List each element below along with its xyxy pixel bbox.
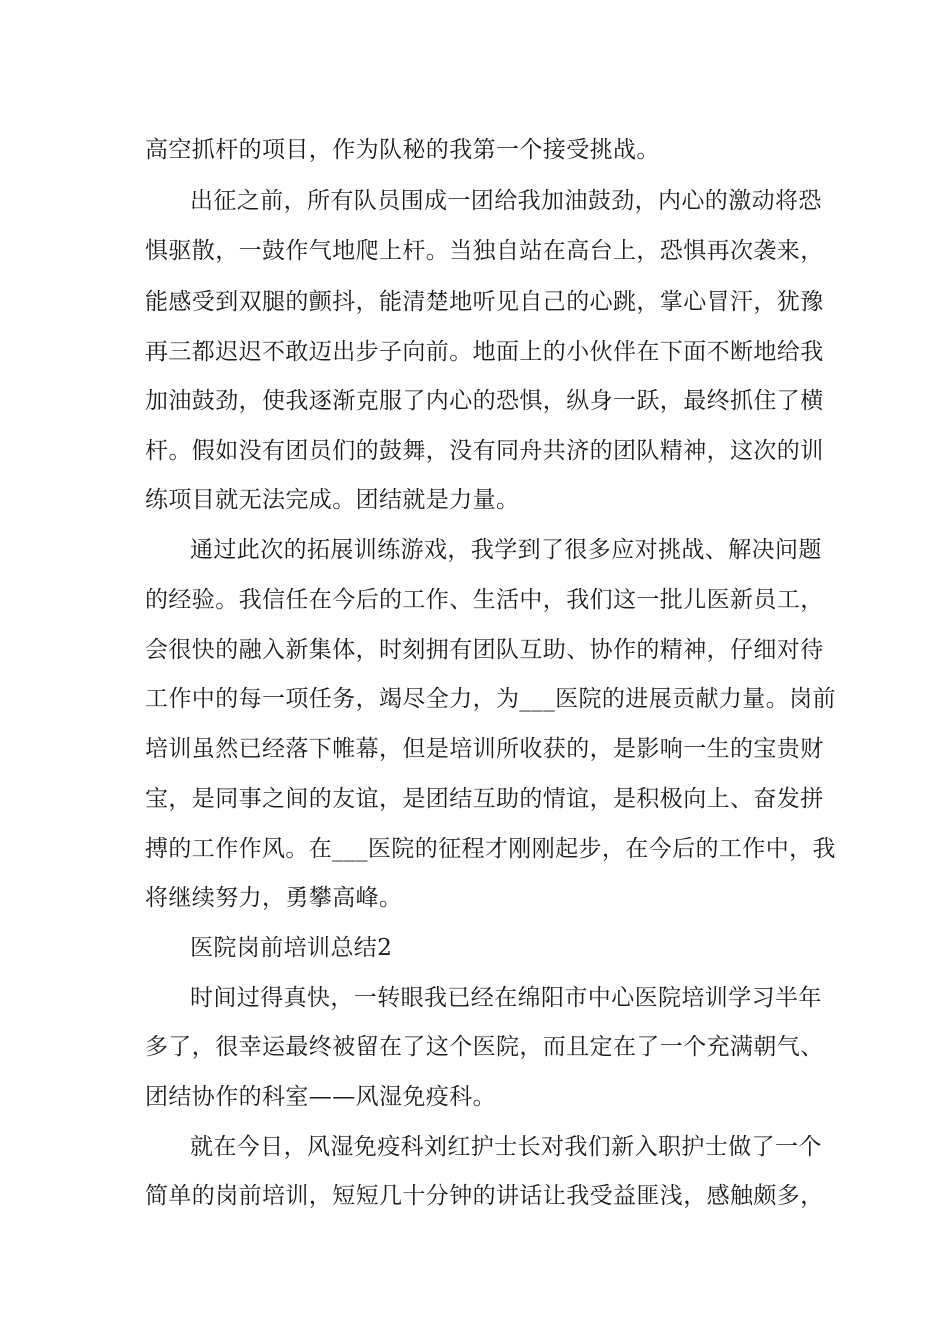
text-line: 简单的岗前培训，短短几十分钟的讲话让我受益匪浅，感触颇多， — [145, 1183, 824, 1209]
text-line: 加油鼓劲，使我逐渐克服了内心的恐惧，纵身一跃，最终抓住了横 — [145, 388, 824, 414]
paragraph-first-line: 出征之前，所有队员围成一团给我加油鼓劲，内心的激动将恐 — [190, 188, 822, 214]
text-line: 会很快的融入新集体，时刻拥有团队互助、协作的精神，仔细对待 — [145, 637, 824, 663]
paragraph-first-line: 时间过得真快，一转眼我已经在绵阳市中心医院培训学习半年 — [190, 985, 822, 1011]
text-line: 培训虽然已经落下帷幕，但是培训所收获的，是影响一生的宝贵财 — [145, 736, 824, 762]
text-line: 宝，是同事之间的友谊，是团结互助的情谊，是积极向上、奋发拼 — [145, 786, 824, 812]
paragraph-first-line: 就在今日，风湿免疫科刘红护士长对我们新入职护士做了一个 — [190, 1134, 822, 1160]
section-heading: 医院岗前培训总结2 — [190, 935, 393, 961]
text-line: 练项目就无法完成。团结就是力量。 — [145, 487, 520, 513]
text-line: 团结协作的科室——风湿免疫科。 — [145, 1084, 496, 1110]
text-line: 能感受到双腿的颤抖，能清楚地听见自己的心跳，掌心冒汗，犹豫 — [145, 289, 824, 315]
text-line: 搏的工作作风。在___医院的征程才刚刚起步，在今后的工作中，我 — [145, 836, 836, 862]
text-line: 工作中的每一项任务，竭尽全力，为___医院的进展贡献力量。岗前 — [145, 686, 836, 712]
text-line: 的经验。我信任在今后的工作、生活中，我们这一批儿医新员工， — [145, 587, 824, 613]
text-line: 将继续努力，勇攀高峰。 — [145, 885, 403, 911]
text-line: 惧驱散，一鼓作气地爬上杆。当独自站在高台上，恐惧再次袭来， — [145, 238, 824, 264]
text-line: 再三都迟迟不敢迈出步子向前。地面上的小伙伴在下面不断地给我 — [145, 339, 824, 365]
text-line: 杆。假如没有团员们的鼓舞，没有同舟共济的团队精神，这次的训 — [145, 438, 824, 464]
paragraph-first-line: 通过此次的拓展训练游戏，我学到了很多应对挑战、解决问题 — [190, 537, 822, 563]
text-line: 高空抓杆的项目，作为队秘的我第一个接受挑战。 — [145, 137, 660, 163]
text-line: 多了，很幸运最终被留在了这个医院，而且定在了一个充满朝气、 — [145, 1034, 824, 1060]
